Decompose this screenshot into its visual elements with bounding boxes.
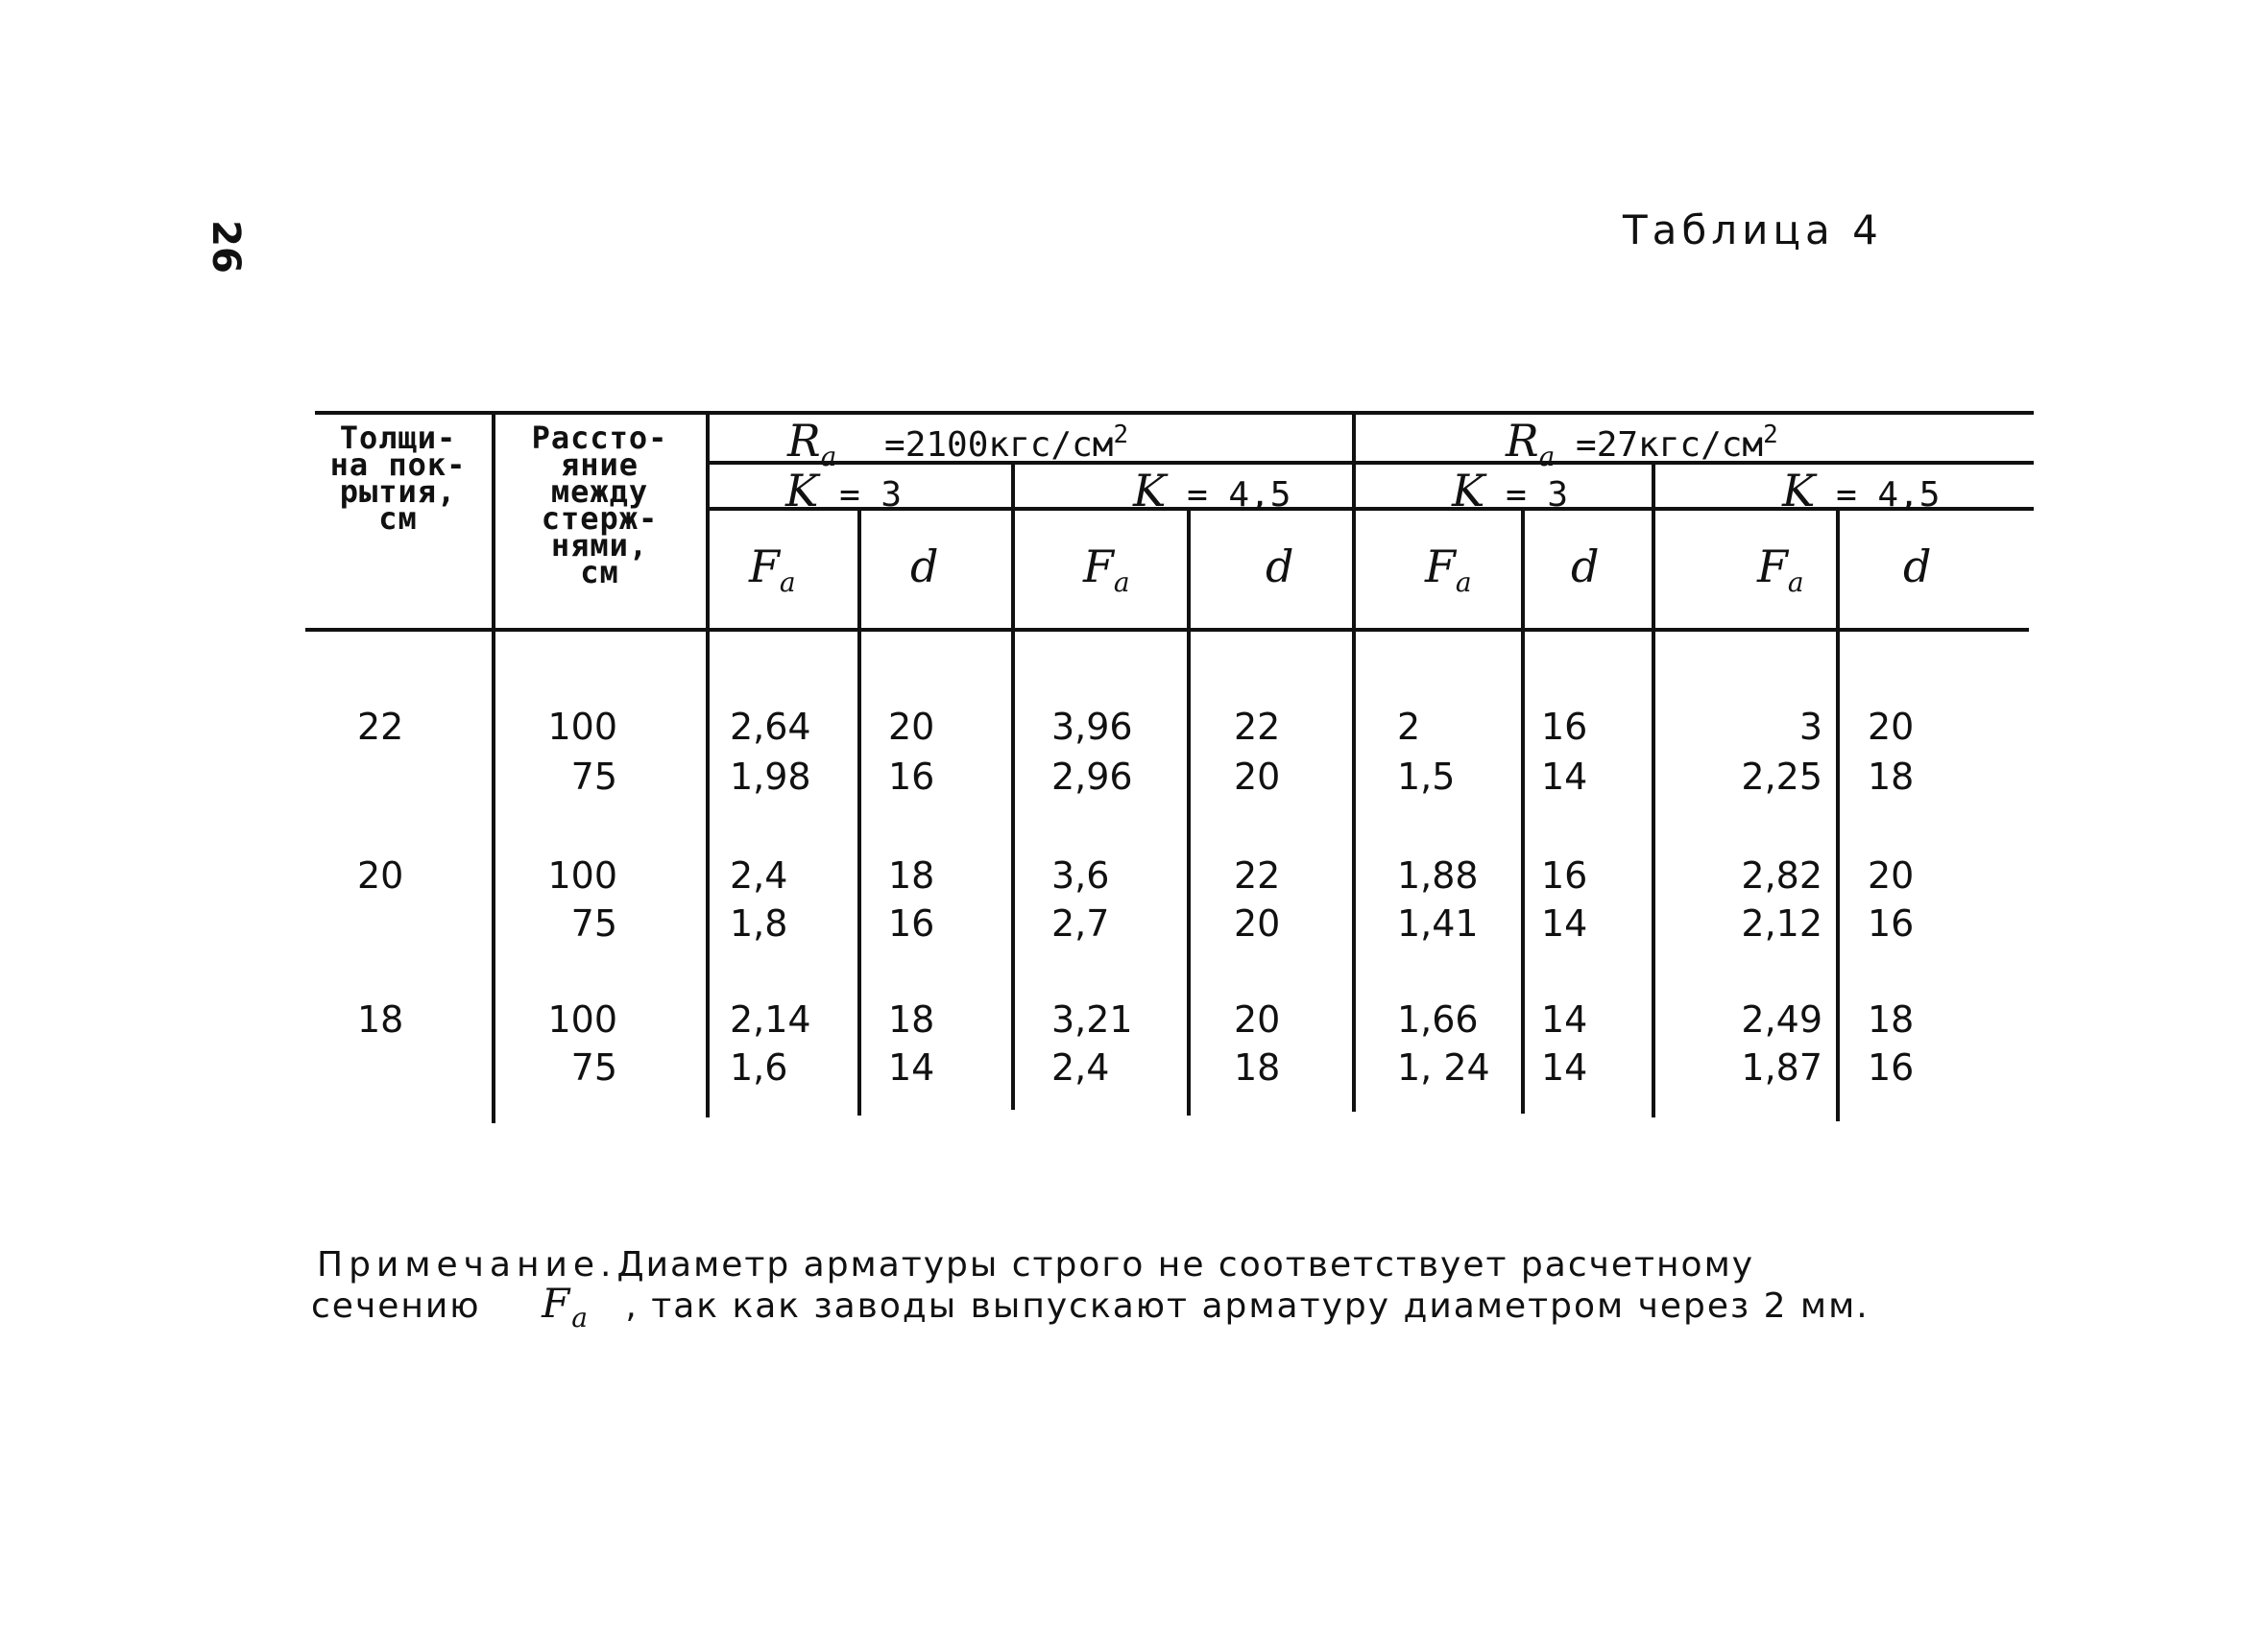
value-cell: 2,14 <box>730 998 811 1041</box>
value-cell: 18 <box>888 998 935 1041</box>
value-cell: 2,7 <box>1051 902 1110 945</box>
value-cell: 2,96 <box>1051 756 1133 798</box>
note-symbol-sub: a <box>571 1302 590 1333</box>
note-line2 <box>311 1280 2064 1337</box>
group-header-text: =27кгс/см <box>1576 425 1764 465</box>
subcol-header: $F_a$ <box>1757 540 1804 598</box>
spacing-cell: 75 <box>570 756 617 798</box>
value-cell: 2,82 <box>1741 854 1822 897</box>
subcol-header: $F_a$ <box>1083 540 1130 598</box>
note-line2-end: , так как заводы выпускают арматуру диаметром через 2 мм. <box>625 1286 1870 1326</box>
header-thickness-line: см <box>378 500 418 537</box>
value-cell: 14 <box>1541 902 1588 945</box>
k-symbol: K <box>785 465 819 516</box>
k-header <box>1782 465 1940 516</box>
group-header-sup: 2 <box>1763 420 1778 449</box>
table-note <box>311 1245 2064 1337</box>
value-cell: 14 <box>888 1046 935 1089</box>
header-spacing-line: стерж- <box>541 500 659 537</box>
note-line1: Диаметр арматуры строго не соответствует расчетному <box>616 1245 1755 1285</box>
thickness-cell: 20 <box>357 854 404 897</box>
note-lead: Примечание. <box>317 1245 617 1285</box>
header-thickness <box>309 420 487 537</box>
spacing-cell: 75 <box>570 902 617 945</box>
thickness-cell: 22 <box>357 706 404 748</box>
ra-subscript: a <box>820 441 837 472</box>
value-cell: 1,87 <box>1741 1046 1822 1089</box>
subcol-header: $F_a$ <box>749 540 796 598</box>
header-thickness-line: рытия, <box>339 473 457 510</box>
value-cell: 18 <box>1868 756 1915 798</box>
vrule-1 <box>492 413 495 1123</box>
header-spacing-line: см <box>580 554 619 590</box>
ra-symbol: R <box>1506 415 1539 467</box>
k-header <box>1452 465 1568 516</box>
vrule-7 <box>1521 509 1525 1114</box>
value-cell: 20 <box>888 706 935 748</box>
value-cell: 3,96 <box>1051 706 1133 748</box>
header-spacing-line: нями, <box>550 527 649 564</box>
value-cell: 2,4 <box>1051 1046 1110 1089</box>
value-cell: 3,6 <box>1051 854 1110 897</box>
value-cell: 14 <box>1541 1046 1588 1089</box>
header-spacing <box>501 420 698 590</box>
value-cell: 22 <box>1234 706 1281 748</box>
value-cell: 1,66 <box>1397 998 1479 1041</box>
value-cell: 22 <box>1234 854 1281 897</box>
value-cell: 1,98 <box>730 756 811 798</box>
value-cell: 2,4 <box>730 854 788 897</box>
value-cell: 3 <box>1798 706 1822 748</box>
k-header <box>785 465 902 516</box>
header-spacing-line: Рассто- <box>531 420 668 456</box>
value-cell: 20 <box>1234 902 1281 945</box>
k-symbol: K <box>1782 465 1816 516</box>
value-cell: 3,21 <box>1051 998 1133 1041</box>
value-cell: 2 <box>1397 706 1421 748</box>
value-cell: 1,8 <box>730 902 788 945</box>
header-spacing-line: между <box>550 473 649 510</box>
table-title: Таблица 4 <box>1623 206 1883 253</box>
subcol-header: $F_a$ <box>1425 540 1472 598</box>
value-cell: 16 <box>1541 854 1588 897</box>
value-cell: 14 <box>1541 998 1588 1041</box>
k-header <box>1133 465 1291 516</box>
header-thickness-line: Толщи- <box>339 420 457 456</box>
vrule-9 <box>1836 509 1840 1121</box>
value-cell: 18 <box>888 854 935 897</box>
thickness-cell: 18 <box>357 998 404 1041</box>
note-line2-start: сечению <box>311 1286 481 1326</box>
group-header-27 <box>1506 415 1778 472</box>
spacing-cell: 100 <box>547 854 617 897</box>
subcol-header: d <box>1903 540 1932 592</box>
rule-header-bottom <box>305 628 2029 632</box>
value-cell: 16 <box>888 902 935 945</box>
value-cell: 18 <box>1234 1046 1281 1089</box>
vrule-6 <box>1352 413 1356 1112</box>
value-cell: 16 <box>888 756 935 798</box>
ra-symbol: R <box>787 415 821 467</box>
group-header-2100 <box>787 415 1128 472</box>
value-cell: 2,25 <box>1741 756 1822 798</box>
vrule-5 <box>1187 509 1191 1116</box>
subcol-header: d <box>1266 540 1294 592</box>
value-cell: 1,6 <box>730 1046 788 1089</box>
spacing-cell: 75 <box>570 1046 617 1089</box>
value-cell: 14 <box>1541 756 1588 798</box>
subcol-header: d <box>910 540 939 592</box>
value-cell: 2,12 <box>1741 902 1822 945</box>
group-header-text: =2100кгс/см <box>884 425 1114 465</box>
spacing-cell: 100 <box>547 706 617 748</box>
vrule-3 <box>857 509 861 1116</box>
vrule-4 <box>1011 463 1015 1110</box>
value-cell: 1, 24 <box>1397 1046 1490 1089</box>
value-cell: 20 <box>1868 706 1915 748</box>
vrule-8 <box>1652 463 1655 1117</box>
vrule-2 <box>706 413 710 1117</box>
k-value: = 4,5 <box>1836 475 1941 515</box>
value-cell: 1,5 <box>1397 756 1456 798</box>
k-value: = 3 <box>839 475 903 515</box>
ra-subscript: a <box>1538 441 1556 472</box>
k-symbol: K <box>1452 465 1485 516</box>
value-cell: 20 <box>1234 998 1281 1041</box>
k-value: = 4,5 <box>1187 475 1291 515</box>
header-spacing-line: яние <box>560 446 639 483</box>
value-cell: 1,88 <box>1397 854 1479 897</box>
k-symbol: K <box>1133 465 1167 516</box>
header-thickness-line: на пок- <box>329 446 467 483</box>
value-cell: 2,49 <box>1741 998 1822 1041</box>
k-value: = 3 <box>1506 475 1569 515</box>
value-cell: 16 <box>1541 706 1588 748</box>
value-cell: 18 <box>1868 998 1915 1041</box>
value-cell: 2,64 <box>730 706 811 748</box>
value-cell: 20 <box>1868 854 1915 897</box>
page-number: 26 <box>204 220 248 274</box>
value-cell: 16 <box>1868 1046 1915 1089</box>
note-symbol: F <box>542 1280 572 1327</box>
value-cell: 16 <box>1868 902 1915 945</box>
value-cell: 1,41 <box>1397 902 1479 945</box>
group-header-sup: 2 <box>1113 420 1129 449</box>
subcol-header: d <box>1571 540 1600 592</box>
value-cell: 20 <box>1234 756 1281 798</box>
spacing-cell: 100 <box>547 998 617 1041</box>
